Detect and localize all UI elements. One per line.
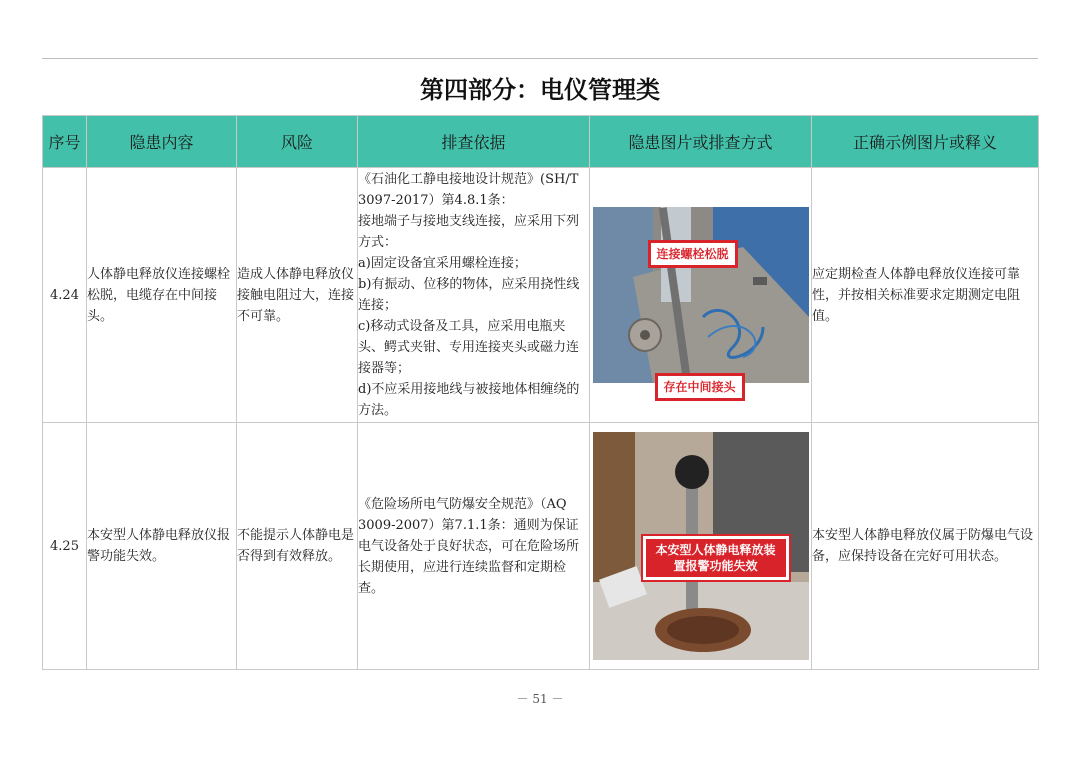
- basis-line: c)移动式设备及工具，应采用电瓶夹头、鳄式夹钳、专用连接夹头或磁力连接器等；: [358, 319, 580, 376]
- basis-content: [358, 168, 590, 423]
- callout-bolt-loose: 连接螺栓松脱: [648, 240, 738, 268]
- risk-content: 造成人体静电释放仪接触电阻过大，连接不可靠。: [237, 168, 358, 423]
- hazard-photo: [593, 207, 809, 394]
- basis-line: 《石油化工静电接地设计规范》(SH/T 3097-2017）第4.8.1条：: [358, 172, 579, 208]
- basis-content: [358, 423, 590, 670]
- hazard-table: [42, 115, 1039, 670]
- correct-content: 应定期检查人体静电释放仪连接可靠性，并按相关标准要求定期测定电阻值。: [812, 168, 1039, 423]
- col-header-number: 序号: [43, 116, 87, 168]
- hazard-photo-cell: [590, 168, 812, 423]
- basis-line: 《危险场所电气防爆安全规范》（AQ 3009-2007）第7.1.1条：通则为保证电气设备处于良好状态，可在危险场所长期使用，应进行连续监督和定期检查。: [358, 496, 580, 596]
- static-release-bolt-photo: [593, 207, 809, 383]
- hazard-content: 人体静电释放仪连接螺栓松脱，电缆存在中间接头。: [87, 168, 237, 423]
- table-row: [43, 168, 1039, 423]
- callout-alarm-failure: 本安型人体静电释放装置报警功能失效: [643, 536, 789, 580]
- correct-content: 本安型人体静电释放仪属于防爆电气设备，应保持设备在完好可用状态。: [812, 423, 1039, 670]
- basis-line: d)不应采用接地线与被接地体相缠绕的方法。: [358, 382, 580, 418]
- table-row: [43, 423, 1039, 670]
- row-number: 4.24: [43, 168, 87, 423]
- col-header-hazard-image: 隐患图片或排查方式: [590, 116, 812, 168]
- page-number: － 51 －: [516, 692, 564, 706]
- col-header-risk: 风险: [237, 116, 358, 168]
- col-header-correct-example: 正确示例图片或释义: [812, 116, 1039, 168]
- row-number: 4.25: [43, 423, 87, 670]
- callout-middle-joint: 存在中间接头: [655, 373, 745, 401]
- risk-content: 不能提示人体静电是否得到有效释放。: [237, 423, 358, 670]
- basis-line: a)固定设备宜采用螺栓连接；: [358, 256, 527, 271]
- hazard-photo: [593, 432, 809, 660]
- hazard-photo-cell: [590, 423, 812, 670]
- basis-line: b)有振动、位移的物体，应采用挠性线连接；: [358, 277, 580, 313]
- basis-line: 接地端子与接地支线连接，应采用下列方式：: [358, 214, 580, 250]
- page-title: 第四部分：电仪管理类: [420, 75, 660, 104]
- col-header-hazard: 隐患内容: [87, 116, 237, 168]
- col-header-basis: 排查依据: [358, 116, 590, 168]
- hazard-content: 本安型人体静电释放仪报警功能失效。: [87, 423, 237, 670]
- table-header-row: [43, 116, 1039, 168]
